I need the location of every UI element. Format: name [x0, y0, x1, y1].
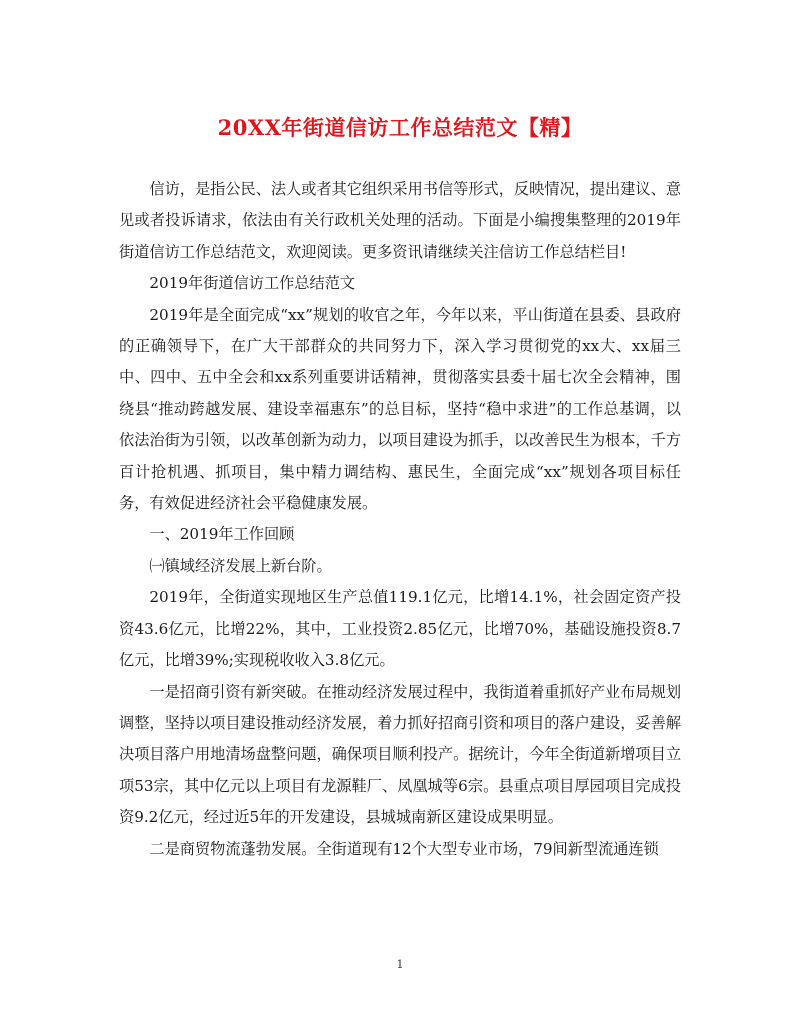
- investment-paragraph: 一是招商引资有新突破。在推动经济发展过程中，我街道着重抓好产业布局规划调整，坚持以项目建设推动经济发展，着力抓好招商引资和项目的落户建设，妥善解决项目落户用地清场盘整问题，确保项目顺利投产。据统计，今年全街道新增项目立项53宗，其中亿元以上项目有龙源鞋厂、凤凰城等6宗。县重点项目厚园项目完成投资9.2亿元，经过近5年的开发建设，县城城南新区建设成果明显。: [119, 682, 681, 827]
- page-number: 1: [396, 958, 404, 971]
- review-heading: 一、2019年工作回顾: [149, 525, 295, 544]
- section-heading: 2019年街道信访工作总结范文: [149, 274, 356, 293]
- economy-paragraph: 2019年，全街道实现地区生产总值119.1亿元，比增14.1%，社会固定资产投资43.6亿元，比增22%，其中，工业投资2.85亿元，比增70%，基础设施投资8.7亿元，比增39%;实现税收收入3.8亿元。: [119, 588, 681, 670]
- overview-paragraph: 2019年是全面完成“xx”规划的收官之年，今年以来，平山街道在县委、县政府的正确领导下，在广大干部群众的共同努力下，深入学习贯彻党的xx大、xx届三中、四中、五中全会和xx系列重要讲话精神，贯彻落实县委十届七次全会精神，围绕县“推动跨越发展、建设幸福惠东”的总目标，坚持“稳中求进”的工作总基调，以依法治街为引领，以改革创新为动力，以项目建设为抓手，以改善民生为根本，千方百计抢机遇、抓项目，集中精力调结构、惠民生，全面完成“xx”规划各项目标任务，有效促进经济社会平稳健康发展。: [119, 305, 681, 513]
- intro-paragraph: 信访，是指公民、法人或者其它组织采用书信等形式，反映情况，提出建议、意见或者投诉请求，依法由有关行政机关处理的活动。下面是小编搜集整理的2019年街道信访工作总结范文，欢迎阅读。更多资讯请继续关注信访工作总结栏目!: [119, 180, 681, 261]
- commerce-paragraph: 二是商贸物流蓬勃发展。全街道现有12个大型专业市场，79间新型流通连锁: [149, 839, 659, 858]
- document-body: [119, 174, 681, 865]
- subsection-heading: ㈠镇域经济发展上新台阶。: [149, 556, 332, 575]
- document-title: 20XX年街道信访工作总结范文【精】: [217, 115, 583, 140]
